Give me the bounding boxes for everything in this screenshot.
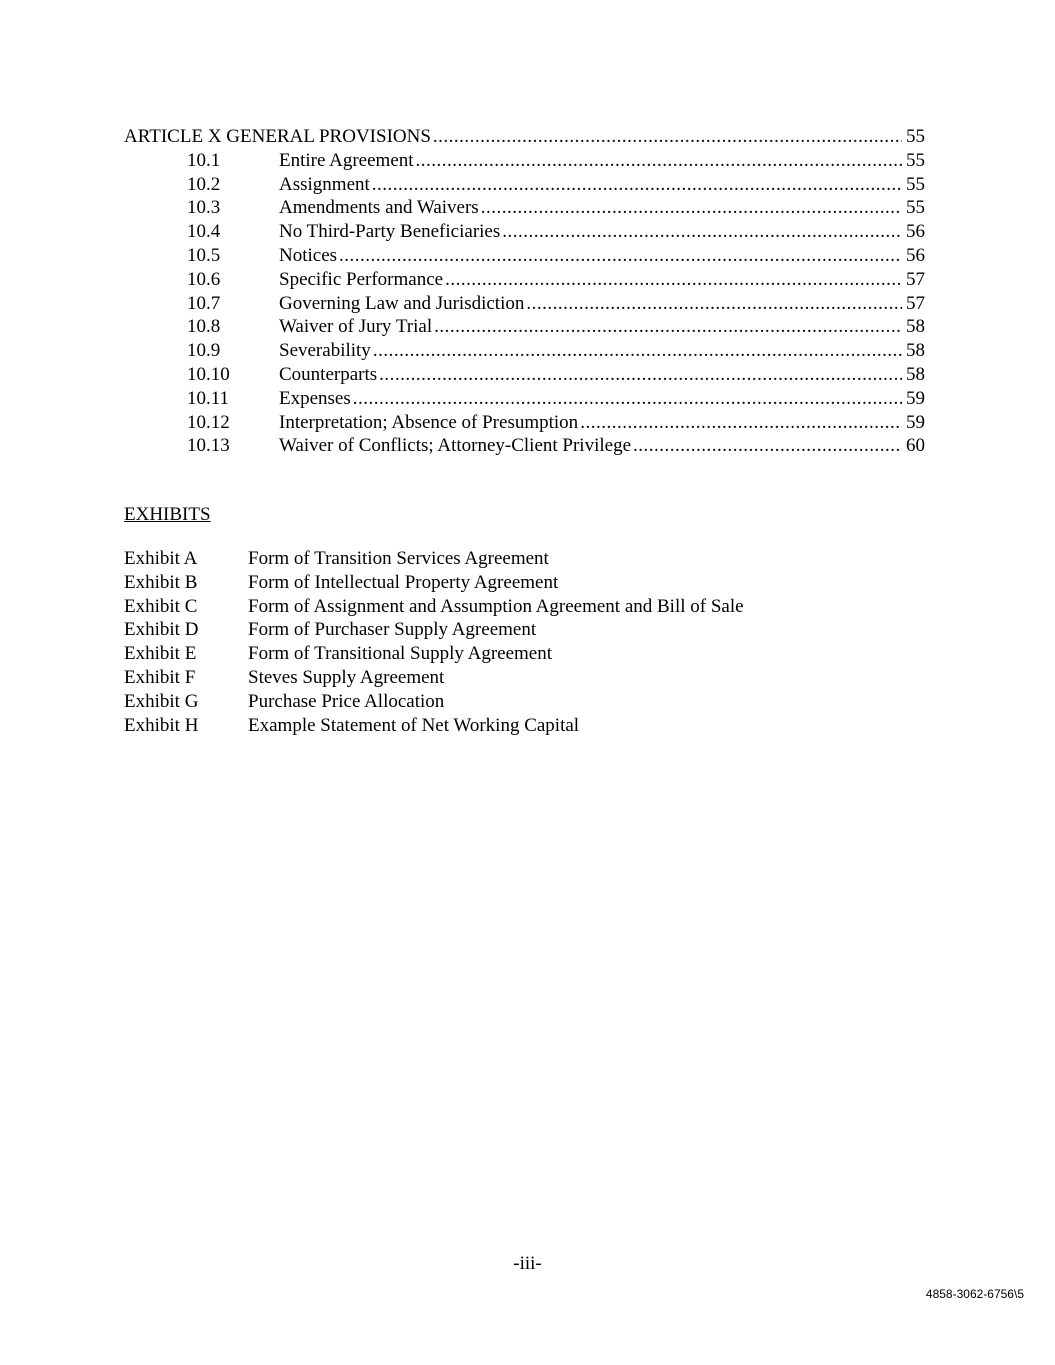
toc-section-number: 10.3 bbox=[187, 197, 221, 219]
toc-section-title: Entire Agreement bbox=[279, 149, 414, 171]
toc-section-row bbox=[124, 220, 925, 244]
toc-section-row bbox=[124, 411, 925, 435]
toc-section-page: 57 bbox=[906, 268, 925, 290]
exhibit-row bbox=[124, 618, 744, 642]
toc-section-row bbox=[124, 434, 925, 458]
toc-section-number: 10.6 bbox=[187, 268, 221, 290]
exhibit-label: Exhibit H bbox=[124, 714, 199, 736]
toc-section-page: 58 bbox=[906, 340, 925, 362]
toc-section-page: 59 bbox=[906, 387, 925, 409]
toc-section-number: 10.13 bbox=[187, 435, 230, 457]
toc-section-title: Assignment bbox=[279, 173, 370, 195]
toc-section-title: Waiver of Conflicts; Attorney-Client Privilege bbox=[279, 435, 632, 457]
toc-section-row bbox=[124, 196, 925, 220]
toc-section-page: 55 bbox=[906, 173, 925, 195]
toc-leader bbox=[434, 315, 902, 339]
toc-article-page: 55 bbox=[906, 126, 925, 147]
toc-section-row bbox=[124, 292, 925, 316]
exhibit-title: Form of Purchaser Supply Agreement bbox=[248, 619, 537, 641]
toc-section-number: 10.2 bbox=[187, 173, 221, 195]
toc-section-title: Severability bbox=[279, 340, 371, 362]
toc-section-row bbox=[124, 315, 925, 339]
toc-leader bbox=[379, 363, 902, 387]
exhibit-label: Exhibit C bbox=[124, 595, 198, 617]
exhibit-label: Exhibit E bbox=[124, 643, 197, 665]
exhibit-title: Form of Intellectual Property Agreement bbox=[248, 571, 559, 593]
toc-leader bbox=[633, 434, 902, 458]
toc-section-row bbox=[124, 363, 925, 387]
exhibit-row bbox=[124, 571, 744, 595]
toc-section-title: Notices bbox=[279, 244, 338, 266]
toc-article-title: ARTICLE X GENERAL PROVISIONS bbox=[124, 126, 431, 147]
toc-leader bbox=[481, 196, 902, 220]
toc-section-page: 56 bbox=[906, 244, 925, 266]
exhibit-row bbox=[124, 595, 744, 619]
exhibit-label: Exhibit G bbox=[124, 690, 199, 712]
toc-section-title: Waiver of Jury Trial bbox=[279, 316, 433, 338]
toc-section-page: 58 bbox=[906, 363, 925, 385]
toc-section-title: Amendments and Waivers bbox=[279, 197, 479, 219]
exhibit-row bbox=[124, 666, 744, 690]
exhibit-title: Form of Transition Services Agreement bbox=[248, 548, 549, 569]
toc-section-number: 10.9 bbox=[187, 340, 221, 362]
toc-section-title: No Third-Party Beneficiaries bbox=[279, 221, 501, 243]
toc-section-row bbox=[124, 244, 925, 268]
toc-section-title: Specific Performance bbox=[279, 268, 444, 290]
page-number: -iii- bbox=[513, 1253, 542, 1274]
toc-section-page: 59 bbox=[906, 411, 925, 433]
toc-leader bbox=[416, 149, 902, 173]
exhibit-row bbox=[124, 690, 744, 714]
toc-leader bbox=[526, 292, 902, 316]
document-id: 4858-3062-6756\5 bbox=[925, 1287, 1024, 1301]
toc-section-number: 10.12 bbox=[187, 411, 230, 433]
toc-section-row bbox=[124, 387, 925, 411]
exhibit-label: Exhibit B bbox=[124, 571, 198, 593]
toc-section-page: 55 bbox=[906, 197, 925, 219]
toc-section-title: Interpretation; Absence of Presumption bbox=[279, 411, 579, 433]
toc-section-row bbox=[124, 173, 925, 197]
exhibits-heading: EXHIBITS bbox=[124, 504, 211, 525]
toc-section-number: 10.4 bbox=[187, 221, 221, 243]
exhibit-title: Steves Supply Agreement bbox=[248, 666, 445, 688]
exhibit-row bbox=[124, 547, 744, 571]
toc-section-row bbox=[124, 268, 925, 292]
toc-section-page: 56 bbox=[906, 221, 925, 243]
toc-section-page: 57 bbox=[906, 292, 925, 314]
exhibit-title: Example Statement of Net Working Capital bbox=[248, 714, 580, 736]
toc-leader bbox=[339, 244, 902, 268]
toc-leader bbox=[372, 173, 902, 197]
toc-section-number: 10.5 bbox=[187, 244, 221, 266]
exhibit-label: Exhibit A bbox=[124, 548, 198, 569]
toc-section-row bbox=[124, 339, 925, 363]
toc-section-number: 10.7 bbox=[187, 292, 221, 314]
exhibit-label: Exhibit F bbox=[124, 666, 196, 688]
toc-section-number: 10.1 bbox=[187, 149, 221, 171]
toc-section-number: 10.11 bbox=[187, 387, 230, 409]
toc-section-title: Governing Law and Jurisdiction bbox=[279, 292, 525, 314]
toc-leader bbox=[445, 268, 902, 292]
exhibit-row bbox=[124, 714, 744, 738]
toc-leader bbox=[433, 125, 902, 149]
exhibit-label: Exhibit D bbox=[124, 619, 199, 641]
toc-leader bbox=[502, 220, 902, 244]
toc-section-number: 10.10 bbox=[187, 363, 230, 385]
toc-section-title: Expenses bbox=[279, 387, 351, 409]
toc-section-page: 55 bbox=[906, 149, 925, 171]
toc-section-page: 58 bbox=[906, 316, 925, 338]
toc-section-page: 60 bbox=[906, 435, 925, 457]
toc-article-row bbox=[124, 125, 925, 149]
exhibit-title: Purchase Price Allocation bbox=[248, 690, 445, 712]
toc-leader bbox=[373, 339, 902, 363]
toc-section-title: Counterparts bbox=[279, 363, 378, 385]
exhibits-list bbox=[124, 547, 744, 737]
toc-leader bbox=[580, 411, 902, 435]
table-of-contents bbox=[124, 125, 925, 458]
exhibit-row bbox=[124, 642, 744, 666]
toc-leader bbox=[353, 387, 902, 411]
toc-section-row bbox=[124, 149, 925, 173]
toc-section-number: 10.8 bbox=[187, 316, 221, 338]
exhibit-title: Form of Transitional Supply Agreement bbox=[248, 643, 552, 665]
exhibit-title: Form of Assignment and Assumption Agreement and Bill of Sale bbox=[248, 595, 744, 617]
